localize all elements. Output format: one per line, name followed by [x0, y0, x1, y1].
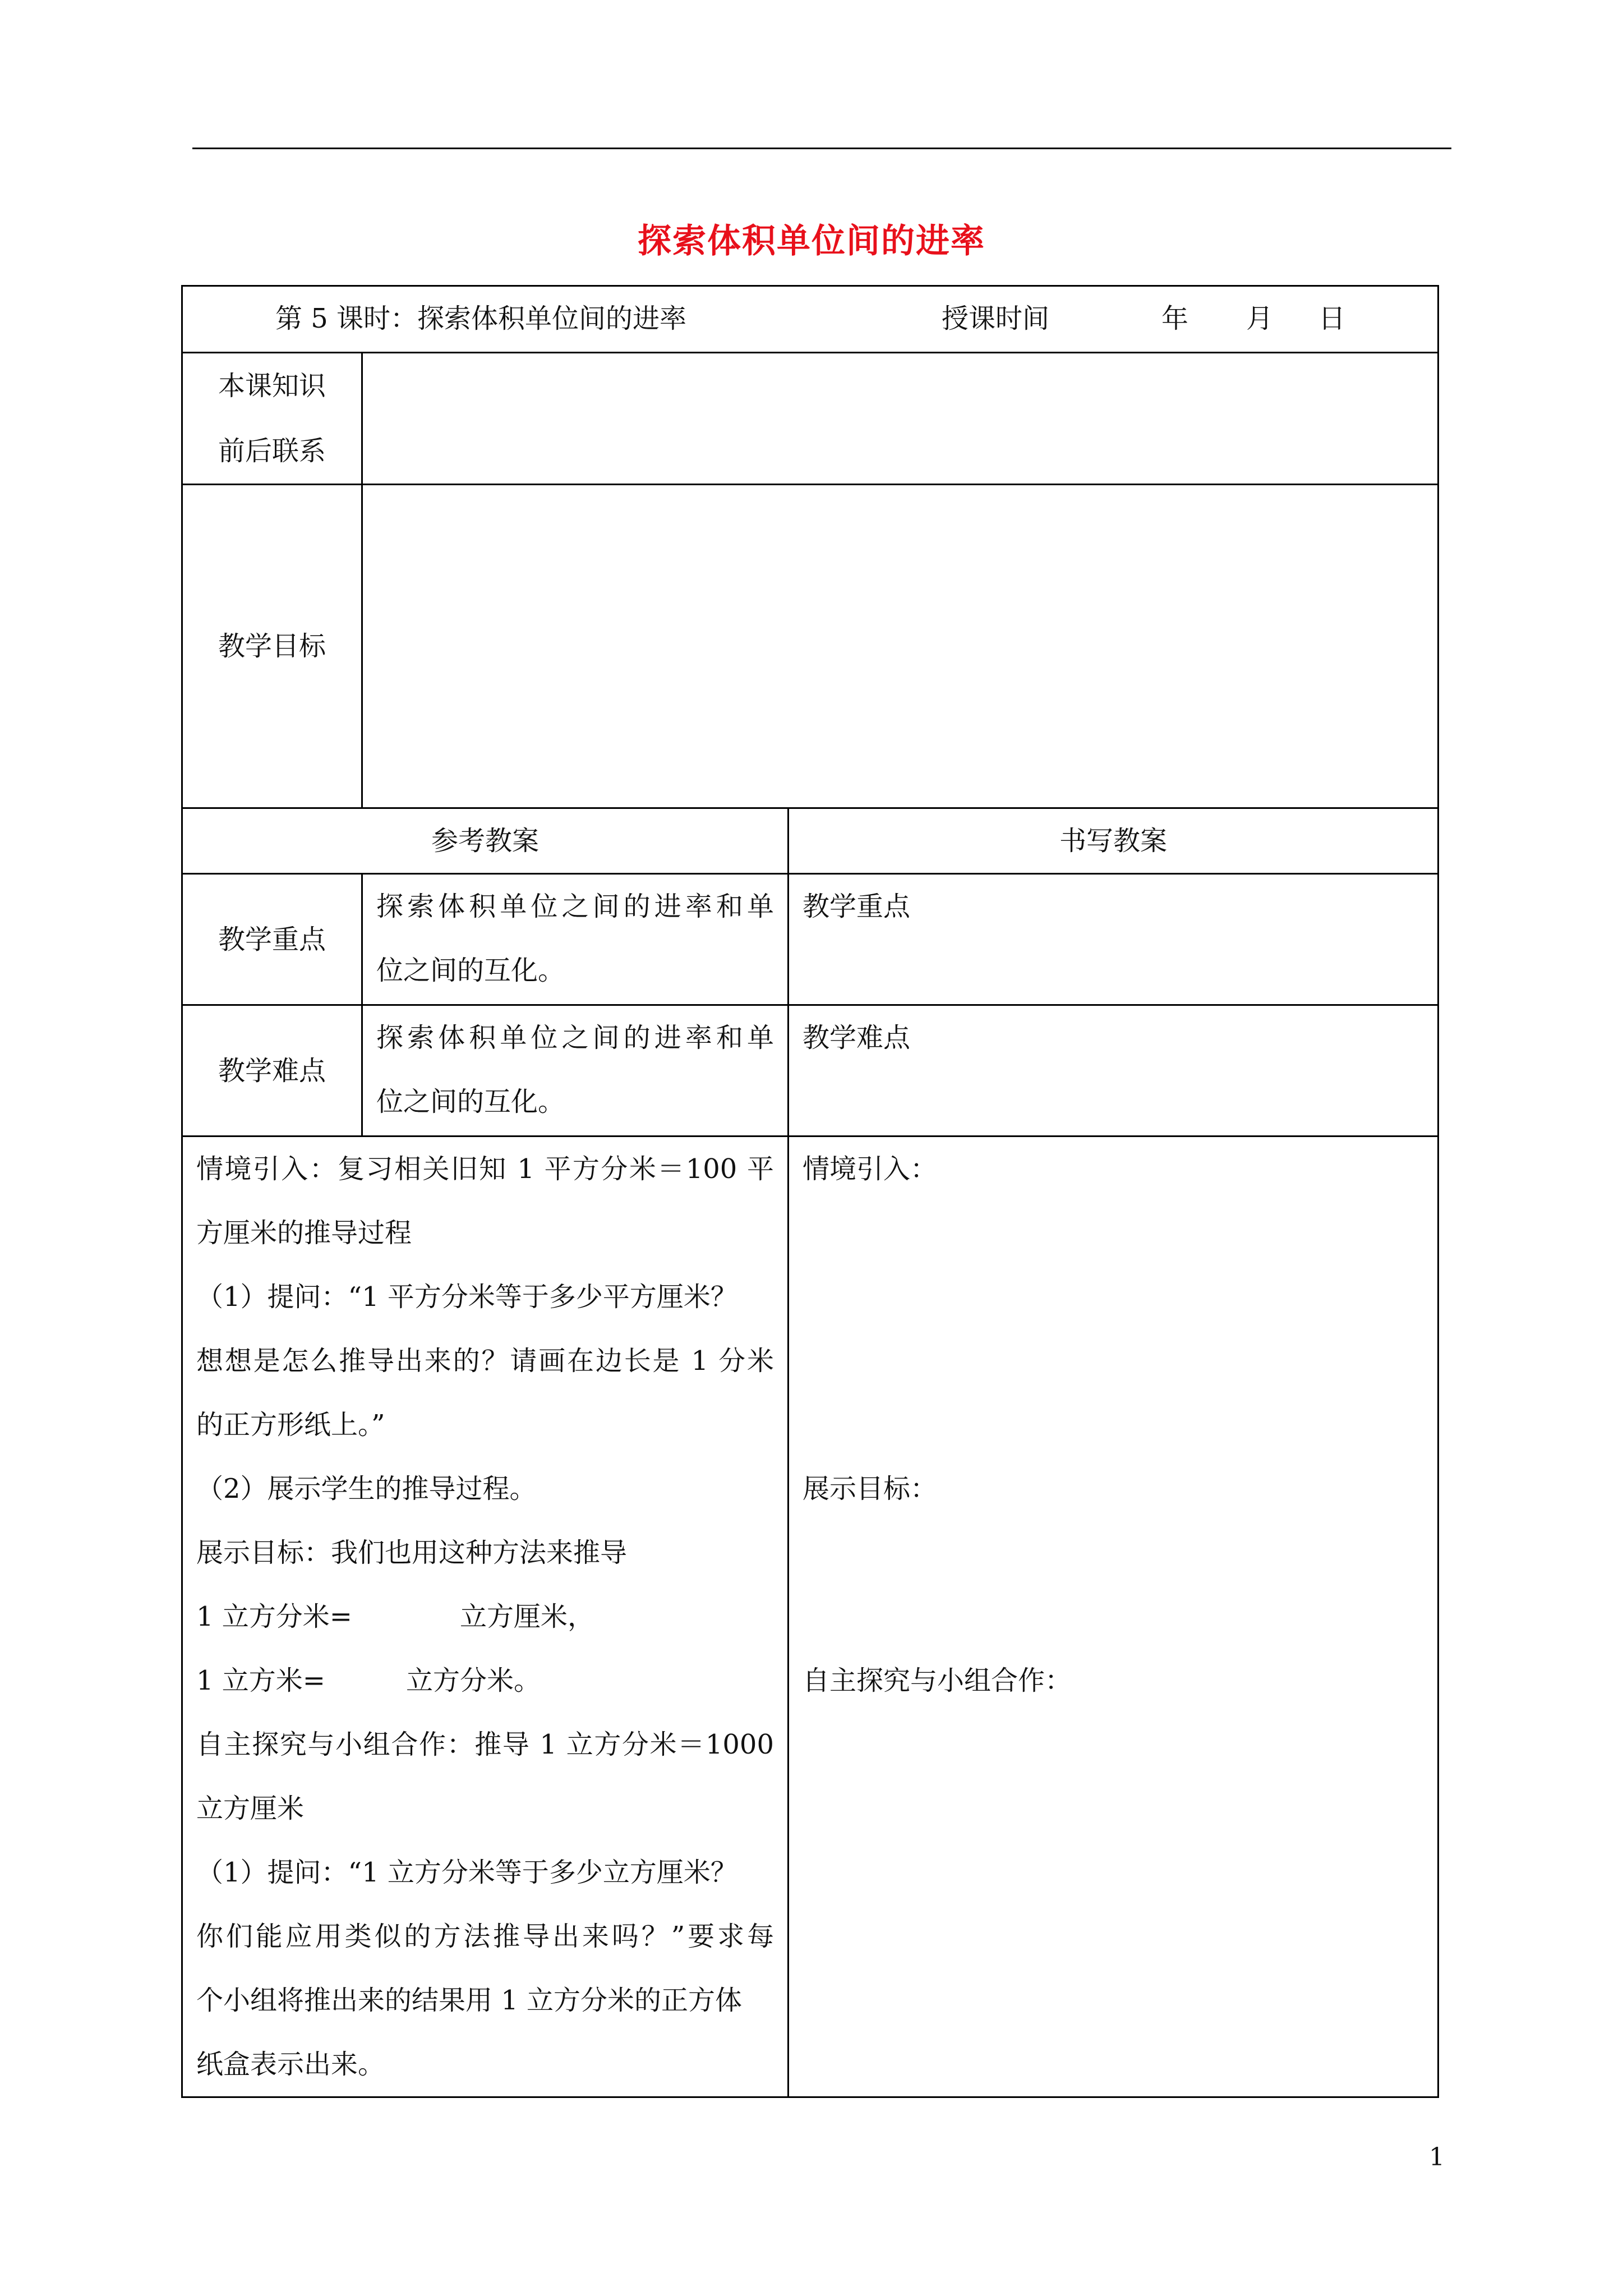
intro-write-label: 情境引入： [803, 1153, 938, 1185]
body-line: 你们能应用类似的方法推导出来吗？”要求每 [196, 1921, 774, 1952]
body-left [182, 1137, 789, 2097]
body-line: 展示目标：我们也用这种方法来推导 [196, 1537, 628, 1568]
body-line: 个小组将推出来的结果用 1 立方分米的正方体 [196, 1985, 743, 2016]
body-line: 的正方形纸上。” [196, 1409, 385, 1441]
page-number: 1 [1429, 2143, 1445, 2171]
body-line: 1 立方米= 立方分米。 [196, 1665, 541, 1696]
goal-content [362, 485, 1438, 808]
body-line: 纸盒表示出来。 [196, 2049, 385, 2080]
show-write-label: 展示目标： [803, 1473, 938, 1504]
body-line: 想想是怎么推导出来的？请画在边长是 1 分米 [196, 1345, 774, 1377]
day-label: 日 [1318, 303, 1346, 334]
lesson-title: 第 5 课时：探索体积单位间的进率 [275, 303, 687, 334]
body-row [182, 1137, 1438, 2097]
difficulty-text-line: 位之间的互化。 [376, 1086, 565, 1117]
difficulty-text-line: 探索体积单位之间的进率和单 [376, 1022, 774, 1053]
body-line: （2）展示学生的推导过程。 [196, 1473, 537, 1504]
explore-write-label: 自主探究与小组合作： [803, 1665, 1072, 1696]
write-plan-heading: 书写教案 [789, 808, 1438, 874]
focus-text-line: 位之间的互化。 [376, 955, 565, 986]
body-line: 方厘米的推导过程 [196, 1217, 412, 1249]
lesson-plan-table [181, 285, 1439, 2098]
plan-heading-row [182, 808, 1438, 874]
body-line: 情境引入：复习相关旧知 1 平方分米＝100 平 [196, 1153, 774, 1185]
body-line: （1）提问：“1 立方分米等于多少立方厘米？ [196, 1857, 737, 1888]
difficulty-label: 教学难点 [218, 1055, 326, 1087]
year-label: 年 [1161, 303, 1189, 334]
body-line: 1 立方分米= 立方厘米， [196, 1601, 595, 1632]
ref-plan-heading: 参考教案 [182, 808, 789, 874]
goal-row [182, 485, 1438, 808]
difficulty-write-label: 教学难点 [803, 1022, 911, 1053]
knowledge-label-2: 前后联系 [218, 435, 326, 467]
knowledge-content [362, 353, 1438, 485]
month-label: 月 [1246, 303, 1274, 334]
header-rule [192, 148, 1451, 149]
header-row [182, 286, 1438, 353]
body-line: 自主探究与小组合作：推导 1 立方分米＝1000 [196, 1729, 774, 1760]
body-right [789, 1137, 1438, 2097]
knowledge-label-1: 本课知识 [218, 370, 326, 402]
body-line: 立方厘米 [196, 1793, 305, 1824]
page-title: 探索体积单位间的进率 [638, 222, 985, 261]
focus-row [182, 874, 1438, 1005]
time-label: 授课时间 [942, 303, 1050, 334]
focus-label: 教学重点 [218, 923, 326, 955]
knowledge-row [182, 353, 1438, 485]
focus-text-line: 探索体积单位之间的进率和单 [376, 891, 774, 922]
difficulty-row [182, 1005, 1438, 1137]
body-line: （1）提问：“1 平方分米等于多少平方厘米？ [196, 1281, 737, 1313]
goal-label: 教学目标 [218, 631, 326, 662]
focus-write-label: 教学重点 [803, 891, 911, 922]
